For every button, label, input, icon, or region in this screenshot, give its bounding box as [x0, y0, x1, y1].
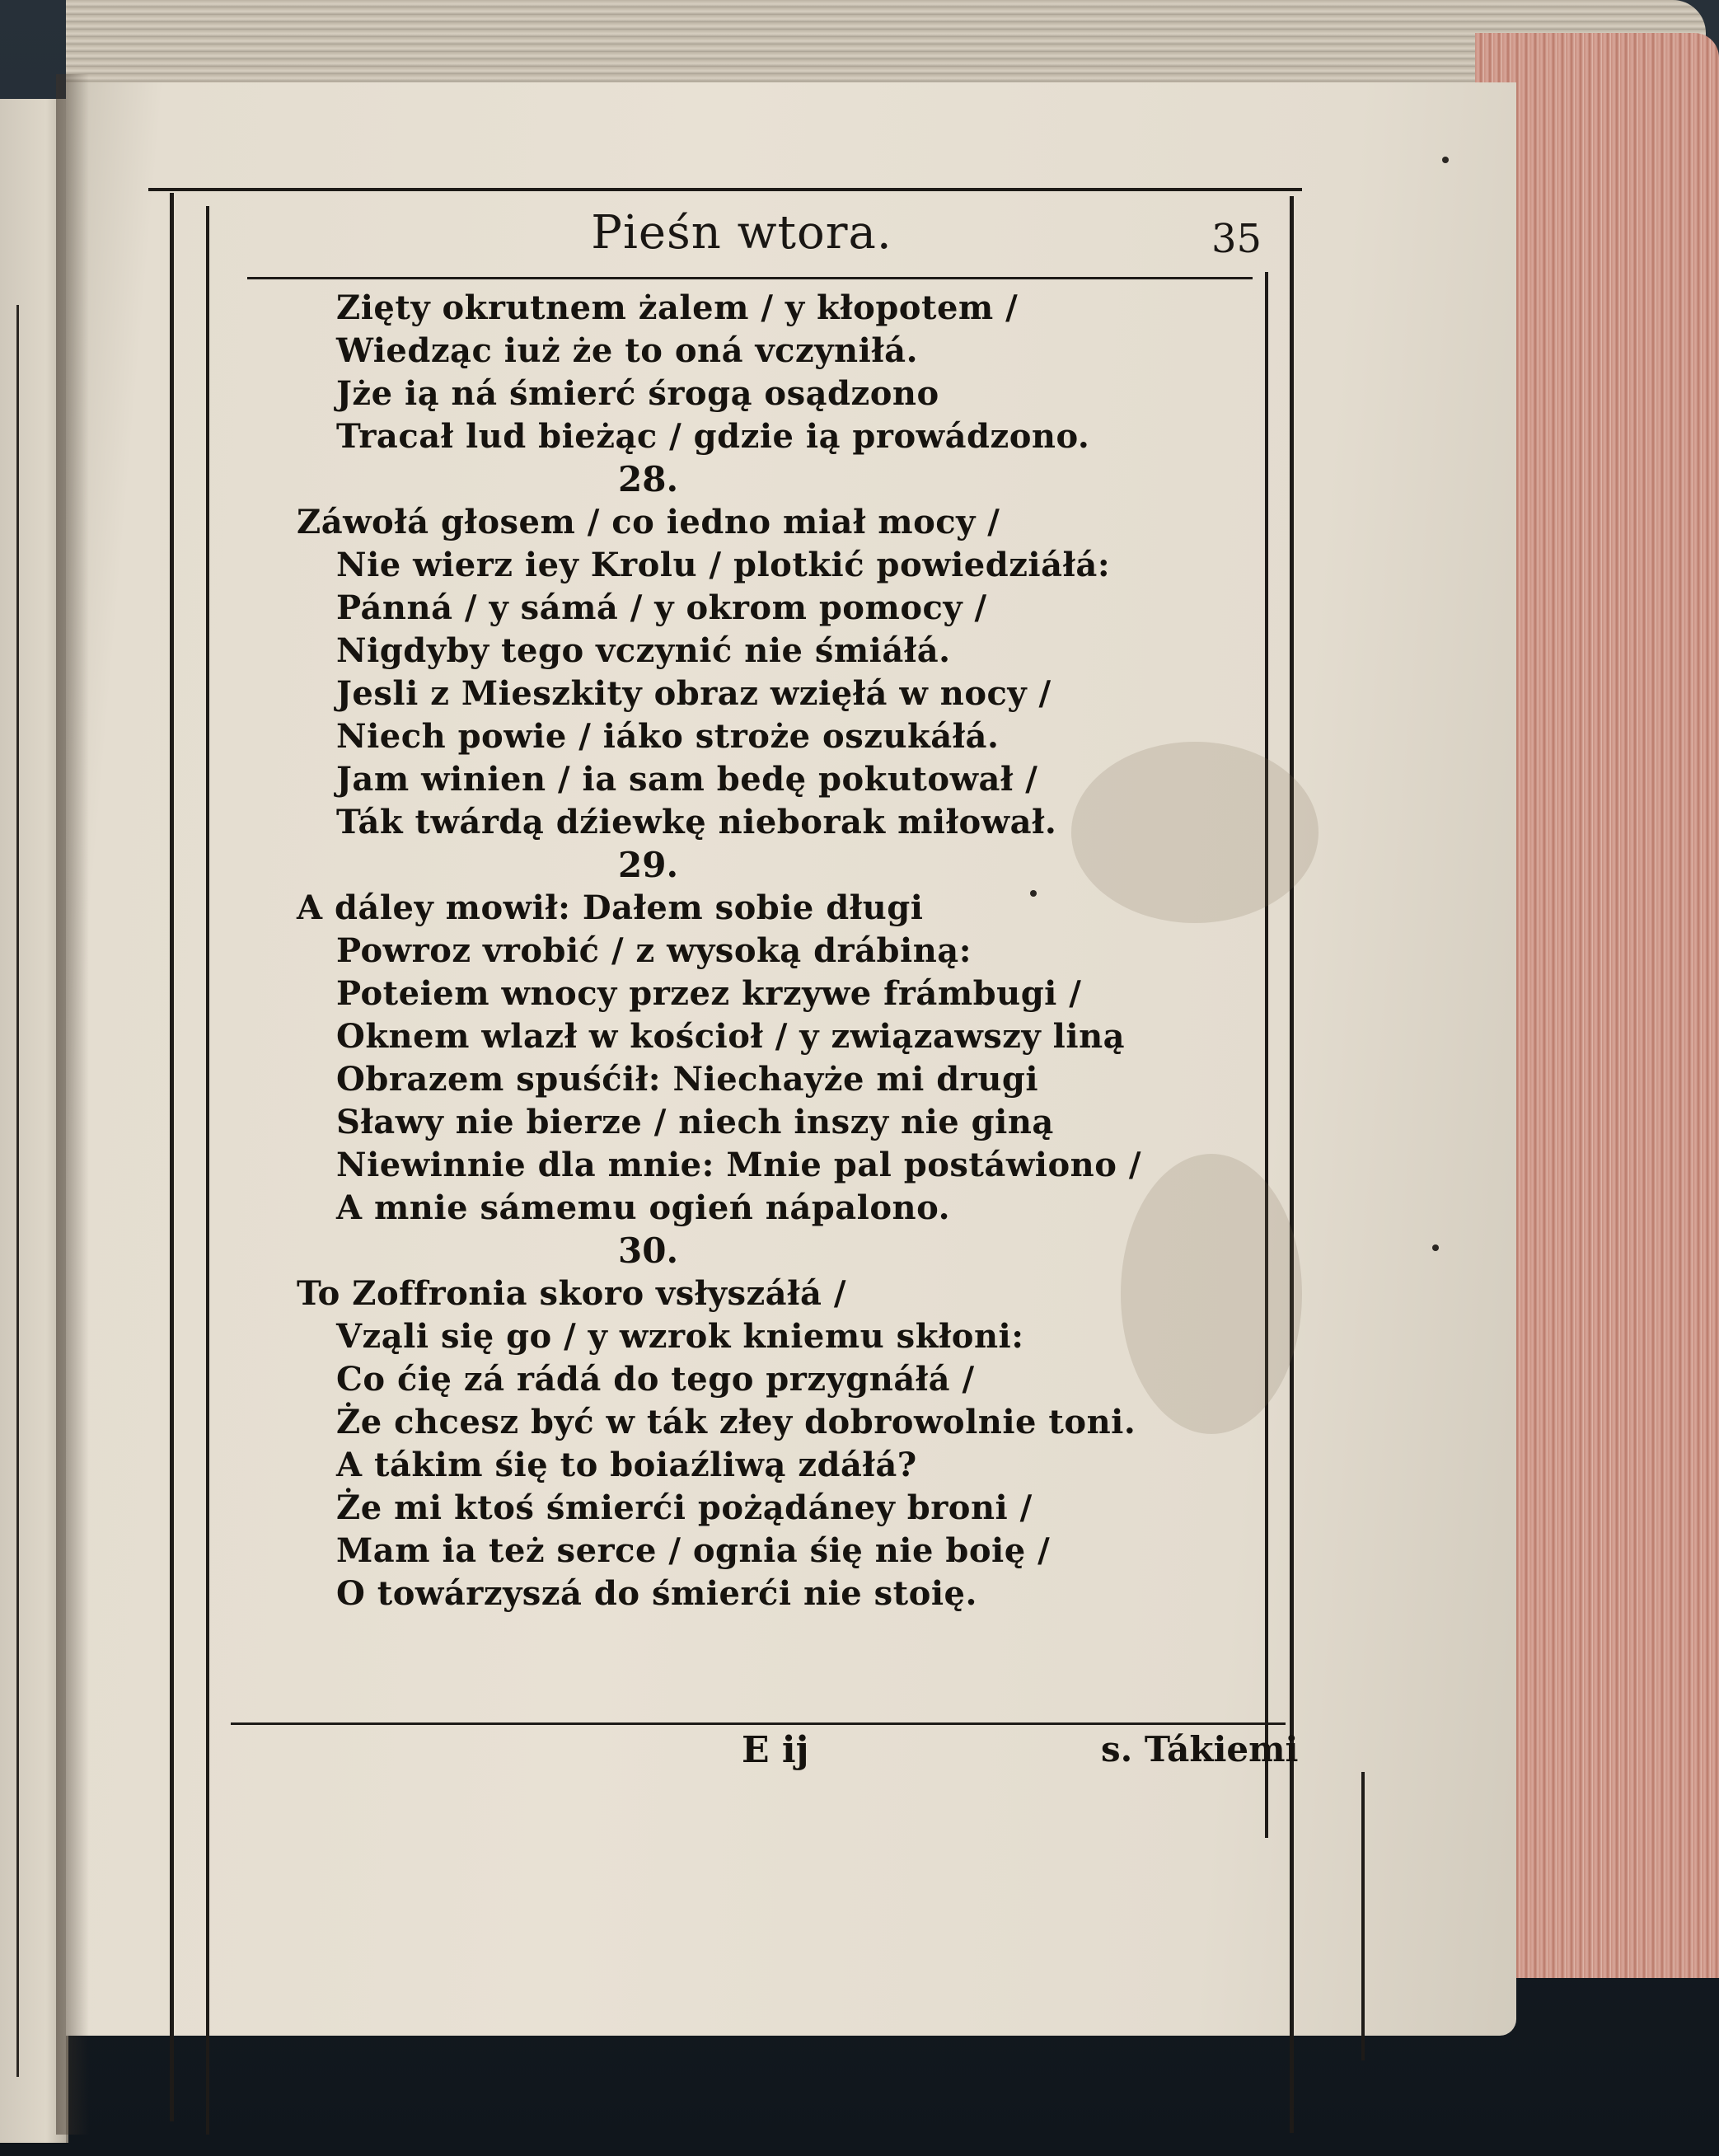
verse-line: O towárzyszá do śmierći nie stoię. — [336, 1574, 977, 1613]
verse-line: Że chcesz być w ták złey dobrowolnie toni. — [336, 1403, 1136, 1441]
verse-line: Jesli z Mieszkity obraz wzięłá w nocy / — [336, 674, 1052, 713]
ink-speck — [1030, 890, 1037, 897]
verse-line: Niech powie / iáko stroże oszukáłá. — [336, 717, 1000, 756]
verse-line: Powroz vrobić / z wysoką drábiną: — [336, 931, 972, 970]
verse-line: Że mi ktoś śmierći pożądáney broni / — [336, 1488, 1033, 1527]
spine-shadow — [56, 74, 89, 2135]
verse-line: Tracał lud bieżąc / gdzie ią prowádzono. — [336, 417, 1090, 456]
verse-line: A mnie sámemu ogień nápalono. — [336, 1188, 951, 1227]
verse-line: Niewinnie dla mnie: Mnie pal postáwiono / — [336, 1146, 1141, 1184]
verse-line: To Zoffronia skoro vsłyszáłá / — [297, 1274, 846, 1313]
stanza-number: 28. — [618, 459, 679, 499]
folio-number: 35 — [1211, 216, 1262, 262]
catchword: s. Tákiemi — [1101, 1729, 1299, 1769]
stanza-number: 30. — [618, 1230, 679, 1271]
ink-speck — [1432, 1244, 1439, 1251]
verse-line: Zięty okrutnem żalem / y kłopotem / — [336, 288, 1019, 327]
verse-line: Mam ia też serce / ognia śię nie boię / — [336, 1531, 1051, 1570]
verse-line: Poteiem wnocy przez krzywe frámbugi / — [336, 974, 1082, 1013]
verse-line: A tákim śię to boiaźliwą zdáłá? — [336, 1446, 917, 1484]
frame-right-outer-rule — [1290, 196, 1294, 2133]
verse-line: A dáley mowił: Dałem sobie długi — [297, 888, 924, 927]
paper-stain — [1071, 742, 1319, 923]
frame-left-outer-rule — [170, 193, 174, 2121]
frame-left-inner-rule — [206, 206, 209, 2135]
verse-line: Jam winien / ia sam bedę pokutował / — [336, 760, 1038, 799]
frame-right-margin-rule — [1361, 1772, 1365, 2060]
footer-rule — [231, 1722, 1286, 1725]
ink-speck — [1442, 157, 1449, 163]
verse-text — [297, 287, 1286, 1615]
verse-line: Obrazem spuśćił: Niechayże mi drugi — [336, 1060, 1039, 1099]
verse-line: Nigdyby tego vczynić nie śmiáłá. — [336, 631, 951, 670]
running-title: Pieśn wtora. — [591, 206, 892, 260]
verse-line: Sławy nie bierze / niech inszy nie giną — [336, 1103, 1054, 1141]
verse-line: Pánná / y sámá / y okrom pomocy / — [336, 588, 987, 627]
verse-line: Nie wierz iey Krolu / plotkić powiedziáłá: — [336, 546, 1111, 584]
verse-line: Záwołá głosem / co iedno miał mocy / — [297, 503, 1000, 541]
verse-line: Vząli się go / y wzrok kniemu skłoni: — [336, 1317, 1024, 1356]
left-page-frame-rule — [16, 305, 19, 2077]
verse-line: Oknem wlazł w kościoł / y związawszy liną — [336, 1017, 1126, 1056]
frame-top-rule — [148, 188, 1302, 191]
verse-line: Ták twárdą dźiewkę nieborak miłował. — [336, 803, 1057, 841]
verse-line: Co ćię zá rádá do tego przygnáłá / — [336, 1360, 975, 1399]
verse-line: Jże ią ná śmierć śrogą osądzono — [336, 374, 939, 413]
stanza-number: 29. — [618, 845, 679, 885]
signature-mark: E ij — [742, 1729, 809, 1771]
header-rule — [247, 277, 1253, 279]
paper-stain — [1121, 1154, 1302, 1434]
verse-line: Wiedząc iuż że to oná vczyniłá. — [336, 331, 919, 370]
